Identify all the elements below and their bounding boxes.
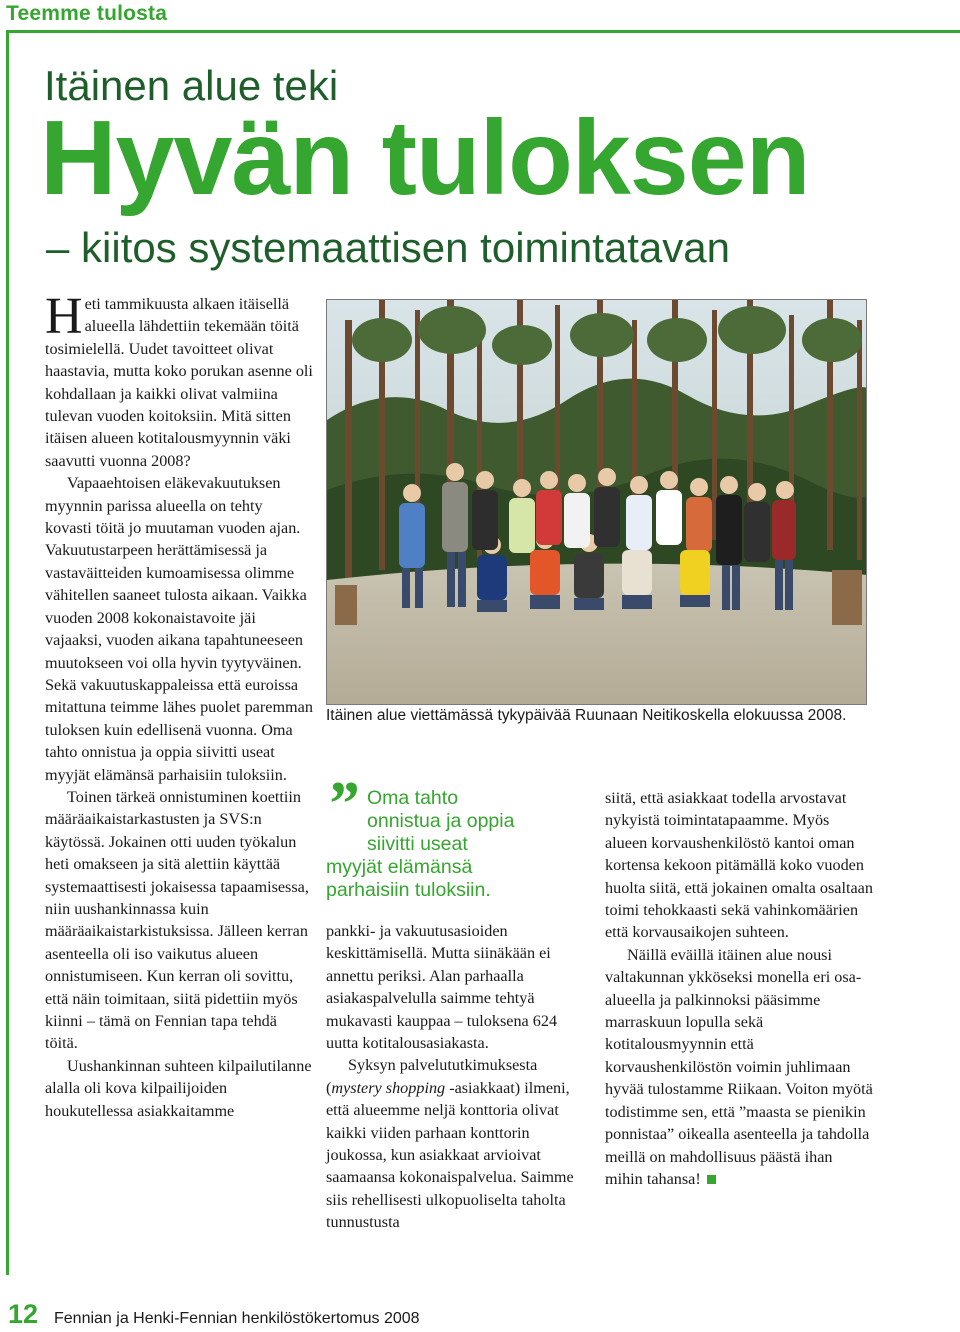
paragraph xyxy=(326,1054,584,1233)
section-label: Teemme tulosta xyxy=(6,2,168,25)
title-subline: – kiitos systemaattisen toimintatavan xyxy=(46,224,730,271)
pull-quote-line: siivitti useat xyxy=(367,833,468,855)
page-number: 12 xyxy=(8,1299,39,1329)
article-column-1 xyxy=(45,288,313,1122)
title-kicker: Itäinen alue teki xyxy=(44,62,339,109)
publication-title: Fennian ja Henki-Fennian henkilöstökertomus 2008 xyxy=(54,1310,420,1327)
paragraph: siitä, että asiakkaat todella arvostavat nykyistä toimintatapaamme. Myös alueen korvaushenkilöstö kantoi oman kortensa kekoon pitämällä koko vuoden huolta siitä, että jokainen omalta osaltaan toimi tehokkaasti sekä vahinkomäärien että korvausaikojen suhteen. xyxy=(605,789,873,942)
dropcap: H xyxy=(45,288,83,345)
photo-caption: Itäinen alue viettämässä tykypäivää Ruunaan Neitikoskella elokuussa 2008. xyxy=(326,707,847,724)
paragraph-text: Näillä eväillä itäinen alue nousi valtakunnan ykköseksi monella eri osa-alueella ja palkinnoksi pääsimme marraskuun lopulla sekä kotitalousmyynnin että korvaushenkilöstön voimin juhlimaan hyvää tulostamme Riikaan. Voiton myötä todistimme sen, että ”maasta se pienikin ponnistaa” oikealla asenteella ja tahdolla meillä on mahdollisuus päästä ihan mihin tahansa! xyxy=(605,945,873,1188)
paragraph-text: Syksyn palvelututkimuksesta ( xyxy=(326,1056,538,1097)
paragraph xyxy=(45,288,313,472)
pull-quote xyxy=(326,787,576,902)
paragraph-text: eti tammikuusta alkaen itäisellä alueella lähdettiin tekemään töitä tosimielellä. Uudet tavoitteet olivat haastavia, mutta koko porukan asenne oli kohdallaan ja kaikki olivat valmiina tulevan vuoden koitoksiin. Mitä sitten itäisen alueen kotitalousmyynnin väki saavutti vuonna 2008? xyxy=(45,295,313,470)
paragraph-text: -asiakkaat) ilmeni, että alueemme neljä konttoria olivat kaikki viiden parhaan konttorin joukossa, kun asiakkaat arvioivat saamaansa kokonaispalvelua. Saimme siis rehellisesti ulkopuoliselta taholta tunnustusta xyxy=(326,1078,574,1232)
paragraph xyxy=(605,944,873,1190)
paragraph: Uushankinnan suhteen kilpailutilanne alalla oli kova kilpailijoiden houkutellessa asiakkaitamme xyxy=(45,1056,312,1120)
quote-mark-icon: ” xyxy=(326,768,358,839)
pull-quote-line: myyjät elämänsä xyxy=(326,856,473,878)
group-photo xyxy=(326,299,867,705)
pull-quote-line: Oma tahto xyxy=(367,787,459,809)
paragraph: pankki- ja vakuutusasioiden keskittämisellä. Mutta siinäkään ei annettu periksi. Alan parhaalla asiakaspalvelulla saimme tehtyä mukavasti kauppaa – tuloksena 624 uutta kotitalousasiakasta. xyxy=(326,922,558,1053)
article-column-2 xyxy=(326,920,584,1234)
top-rule xyxy=(6,30,960,33)
paragraph: Toinen tärkeä onnistuminen koettiin määräaikaistarkastusten ja SVS:n käytössä. Jokainen otti uuden työkalun heti omakseen ja sitä alettiin käyttää systemaattisesti jokaisessa tapaamisessa, niin uushankinnassa kuin määräaikaistarkistuksissa. Jälleen kerran asenteella oli iso vaikutus alueen onnistumiseen. Kun kerran oli sovittu, että näin toimitaan, siitä pidettiin myös kiinni – tämä on Fennian tapa tehdä töitä. xyxy=(45,787,309,1053)
paragraph: Vapaaehtoisen eläkevakuutuksen myynnin parissa alueella on tehty kovasti töitä jo muutaman vuoden ajan. Vakuutustarpeen herättämisessä ja vastaväitteiden kumoamisessa olimme vähitellen saaneet tulosta aikaan. Vaikka vuoden 2008 kokonaistavoite jäi vajaaksi, vuoden aikana tapahtuneeseen muutokseen voi olla hyvin tyytyväinen. Sekä vakuutuskappaleissa että euroissa mitattuna teimme lähes puolet paremman tuloksen kuin edellisenä vuonna. Oma tahto onnistua ja oppia siivitti useat myyjät elämänsä parhaisiin tuloksiin. xyxy=(45,474,313,784)
pull-quote-line: onnistua ja oppia xyxy=(367,810,515,832)
page-title: Hyvän tuloksen xyxy=(40,99,810,217)
paragraph-italic: mystery shopping xyxy=(331,1078,446,1097)
end-square-icon xyxy=(707,1175,716,1184)
left-rule xyxy=(6,30,9,1275)
article-column-3 xyxy=(605,787,873,1190)
pull-quote-line: parhaisiin tuloksiin. xyxy=(326,879,491,901)
